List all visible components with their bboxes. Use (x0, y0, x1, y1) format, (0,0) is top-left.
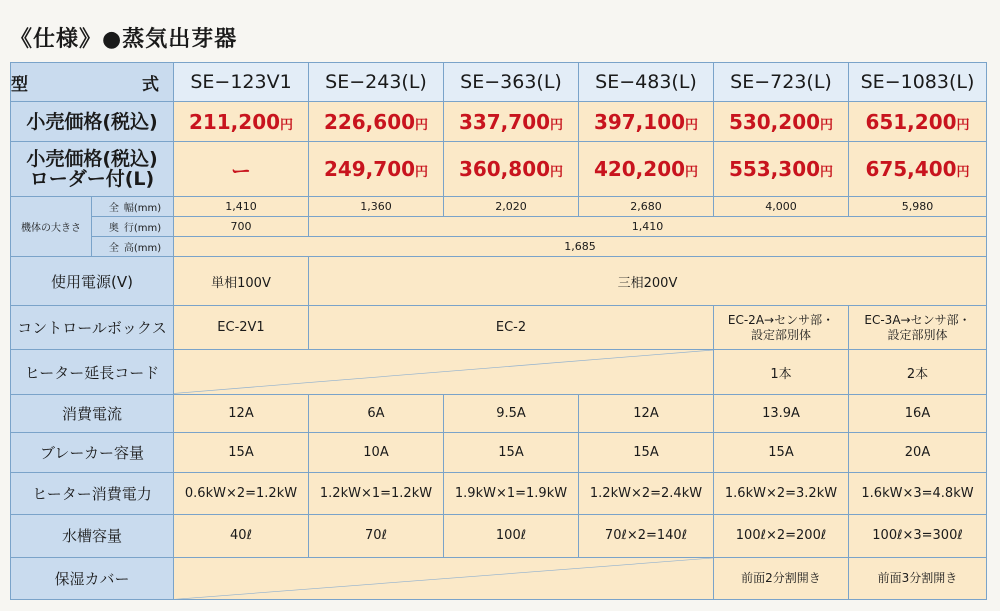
size-depth-row (11, 217, 987, 237)
price-cell: 337,700円 (444, 102, 579, 142)
current-value: 9.5A (444, 394, 579, 432)
heater-power-row (11, 473, 987, 515)
breaker-value: 20A (849, 432, 987, 472)
price-cell: 211,200円 (174, 102, 309, 142)
width-label: 全 幅(mm) (92, 197, 174, 217)
control-row (11, 306, 987, 350)
diagonal-line (174, 558, 713, 599)
not-applicable-cell (174, 557, 714, 599)
cover-value: 前面2分割開き (714, 557, 849, 599)
price-cell: 530,200円 (714, 102, 849, 142)
price-loader-row (11, 142, 987, 197)
power-label: 使用電源(V) (11, 257, 174, 306)
control-label: コントロールボックス (11, 306, 174, 350)
cover-value: 前面3分割開き (849, 557, 987, 599)
cover-row (11, 557, 987, 599)
heater-power-value: 1.6kW×3=4.8kW (849, 473, 987, 515)
current-value: 13.9A (714, 394, 849, 432)
power-value: 三相200V (309, 257, 987, 306)
type-header (11, 63, 174, 102)
price-loader-cell: 675,400円 (849, 142, 987, 197)
type-label-b: 式 (142, 74, 159, 95)
heater-power-value: 1.9kW×1=1.9kW (444, 473, 579, 515)
heater-cord-row (11, 350, 987, 394)
spec-table (10, 62, 987, 600)
model-name: SE−723(L) (714, 63, 849, 102)
model-name: SE−1083(L) (849, 63, 987, 102)
current-value: 6A (309, 394, 444, 432)
heater-cord-value: 2本 (849, 350, 987, 394)
tank-value: 70ℓ×2=140ℓ (579, 515, 714, 557)
tank-value: 100ℓ×2=200ℓ (714, 515, 849, 557)
current-value: 16A (849, 394, 987, 432)
current-value: 12A (174, 394, 309, 432)
page-title: 《仕様》●蒸気出芽器 (10, 27, 238, 52)
size-label: 機体の大きさ (11, 197, 92, 257)
size-height-row (11, 237, 987, 257)
width-value: 5,980 (849, 197, 987, 217)
current-label: 消費電流 (11, 394, 174, 432)
power-value: 単相100V (174, 257, 309, 306)
type-label-a: 型 (11, 74, 28, 95)
depth-value: 700 (174, 217, 309, 237)
size-width-row (11, 197, 987, 217)
control-value: EC-2A→センサ部・ 設定部別体 (714, 306, 849, 350)
breaker-value: 15A (714, 432, 849, 472)
tank-value: 100ℓ (444, 515, 579, 557)
depth-label: 奥 行(mm) (92, 217, 174, 237)
control-value: EC-3A→センサ部・ 設定部別体 (849, 306, 987, 350)
control-value: EC-2 (309, 306, 714, 350)
price-label: 小売価格(税込) (11, 102, 174, 142)
heater-power-value: 1.2kW×2=2.4kW (579, 473, 714, 515)
price-loader-cell: 249,700円 (309, 142, 444, 197)
width-value: 2,020 (444, 197, 579, 217)
width-value: 1,410 (174, 197, 309, 217)
tank-value: 70ℓ (309, 515, 444, 557)
current-row (11, 394, 987, 432)
tank-value: 100ℓ×3=300ℓ (849, 515, 987, 557)
breaker-value: 15A (174, 432, 309, 472)
width-value: 2,680 (579, 197, 714, 217)
diagonal-line (174, 350, 713, 393)
model-row (11, 63, 987, 102)
price-loader-label: 小売価格(税込) ローダー付(L) (11, 142, 174, 197)
heater-cord-value: 1本 (714, 350, 849, 394)
heater-power-label: ヒーター消費電力 (11, 473, 174, 515)
width-value: 4,000 (714, 197, 849, 217)
price-loader-cell: 553,300円 (714, 142, 849, 197)
not-applicable-cell (174, 350, 714, 394)
width-value: 1,360 (309, 197, 444, 217)
tank-row (11, 515, 987, 557)
heater-cord-label: ヒーター延長コード (11, 350, 174, 394)
model-name: SE−123V1 (174, 63, 309, 102)
price-loader-cell: 360,800円 (444, 142, 579, 197)
model-name: SE−363(L) (444, 63, 579, 102)
heater-power-value: 1.2kW×1=1.2kW (309, 473, 444, 515)
price-cell: 651,200円 (849, 102, 987, 142)
cover-label: 保湿カバー (11, 557, 174, 599)
power-row (11, 257, 987, 306)
breaker-value: 10A (309, 432, 444, 472)
tank-label: 水槽容量 (11, 515, 174, 557)
price-cell: 226,600円 (309, 102, 444, 142)
breaker-row (11, 432, 987, 472)
tank-value: 40ℓ (174, 515, 309, 557)
breaker-value: 15A (444, 432, 579, 472)
model-name: SE−483(L) (579, 63, 714, 102)
height-label: 全 高(mm) (92, 237, 174, 257)
heater-power-value: 0.6kW×2=1.2kW (174, 473, 309, 515)
depth-value: 1,410 (309, 217, 987, 237)
current-value: 12A (579, 394, 714, 432)
heater-power-value: 1.6kW×2=3.2kW (714, 473, 849, 515)
price-row (11, 102, 987, 142)
price-cell: 397,100円 (579, 102, 714, 142)
price-loader-cell: 420,200円 (579, 142, 714, 197)
control-value: EC-2V1 (174, 306, 309, 350)
price-loader-cell: ー (174, 142, 309, 197)
breaker-label: ブレーカー容量 (11, 432, 174, 472)
breaker-value: 15A (579, 432, 714, 472)
height-value: 1,685 (174, 237, 987, 257)
model-name: SE−243(L) (309, 63, 444, 102)
